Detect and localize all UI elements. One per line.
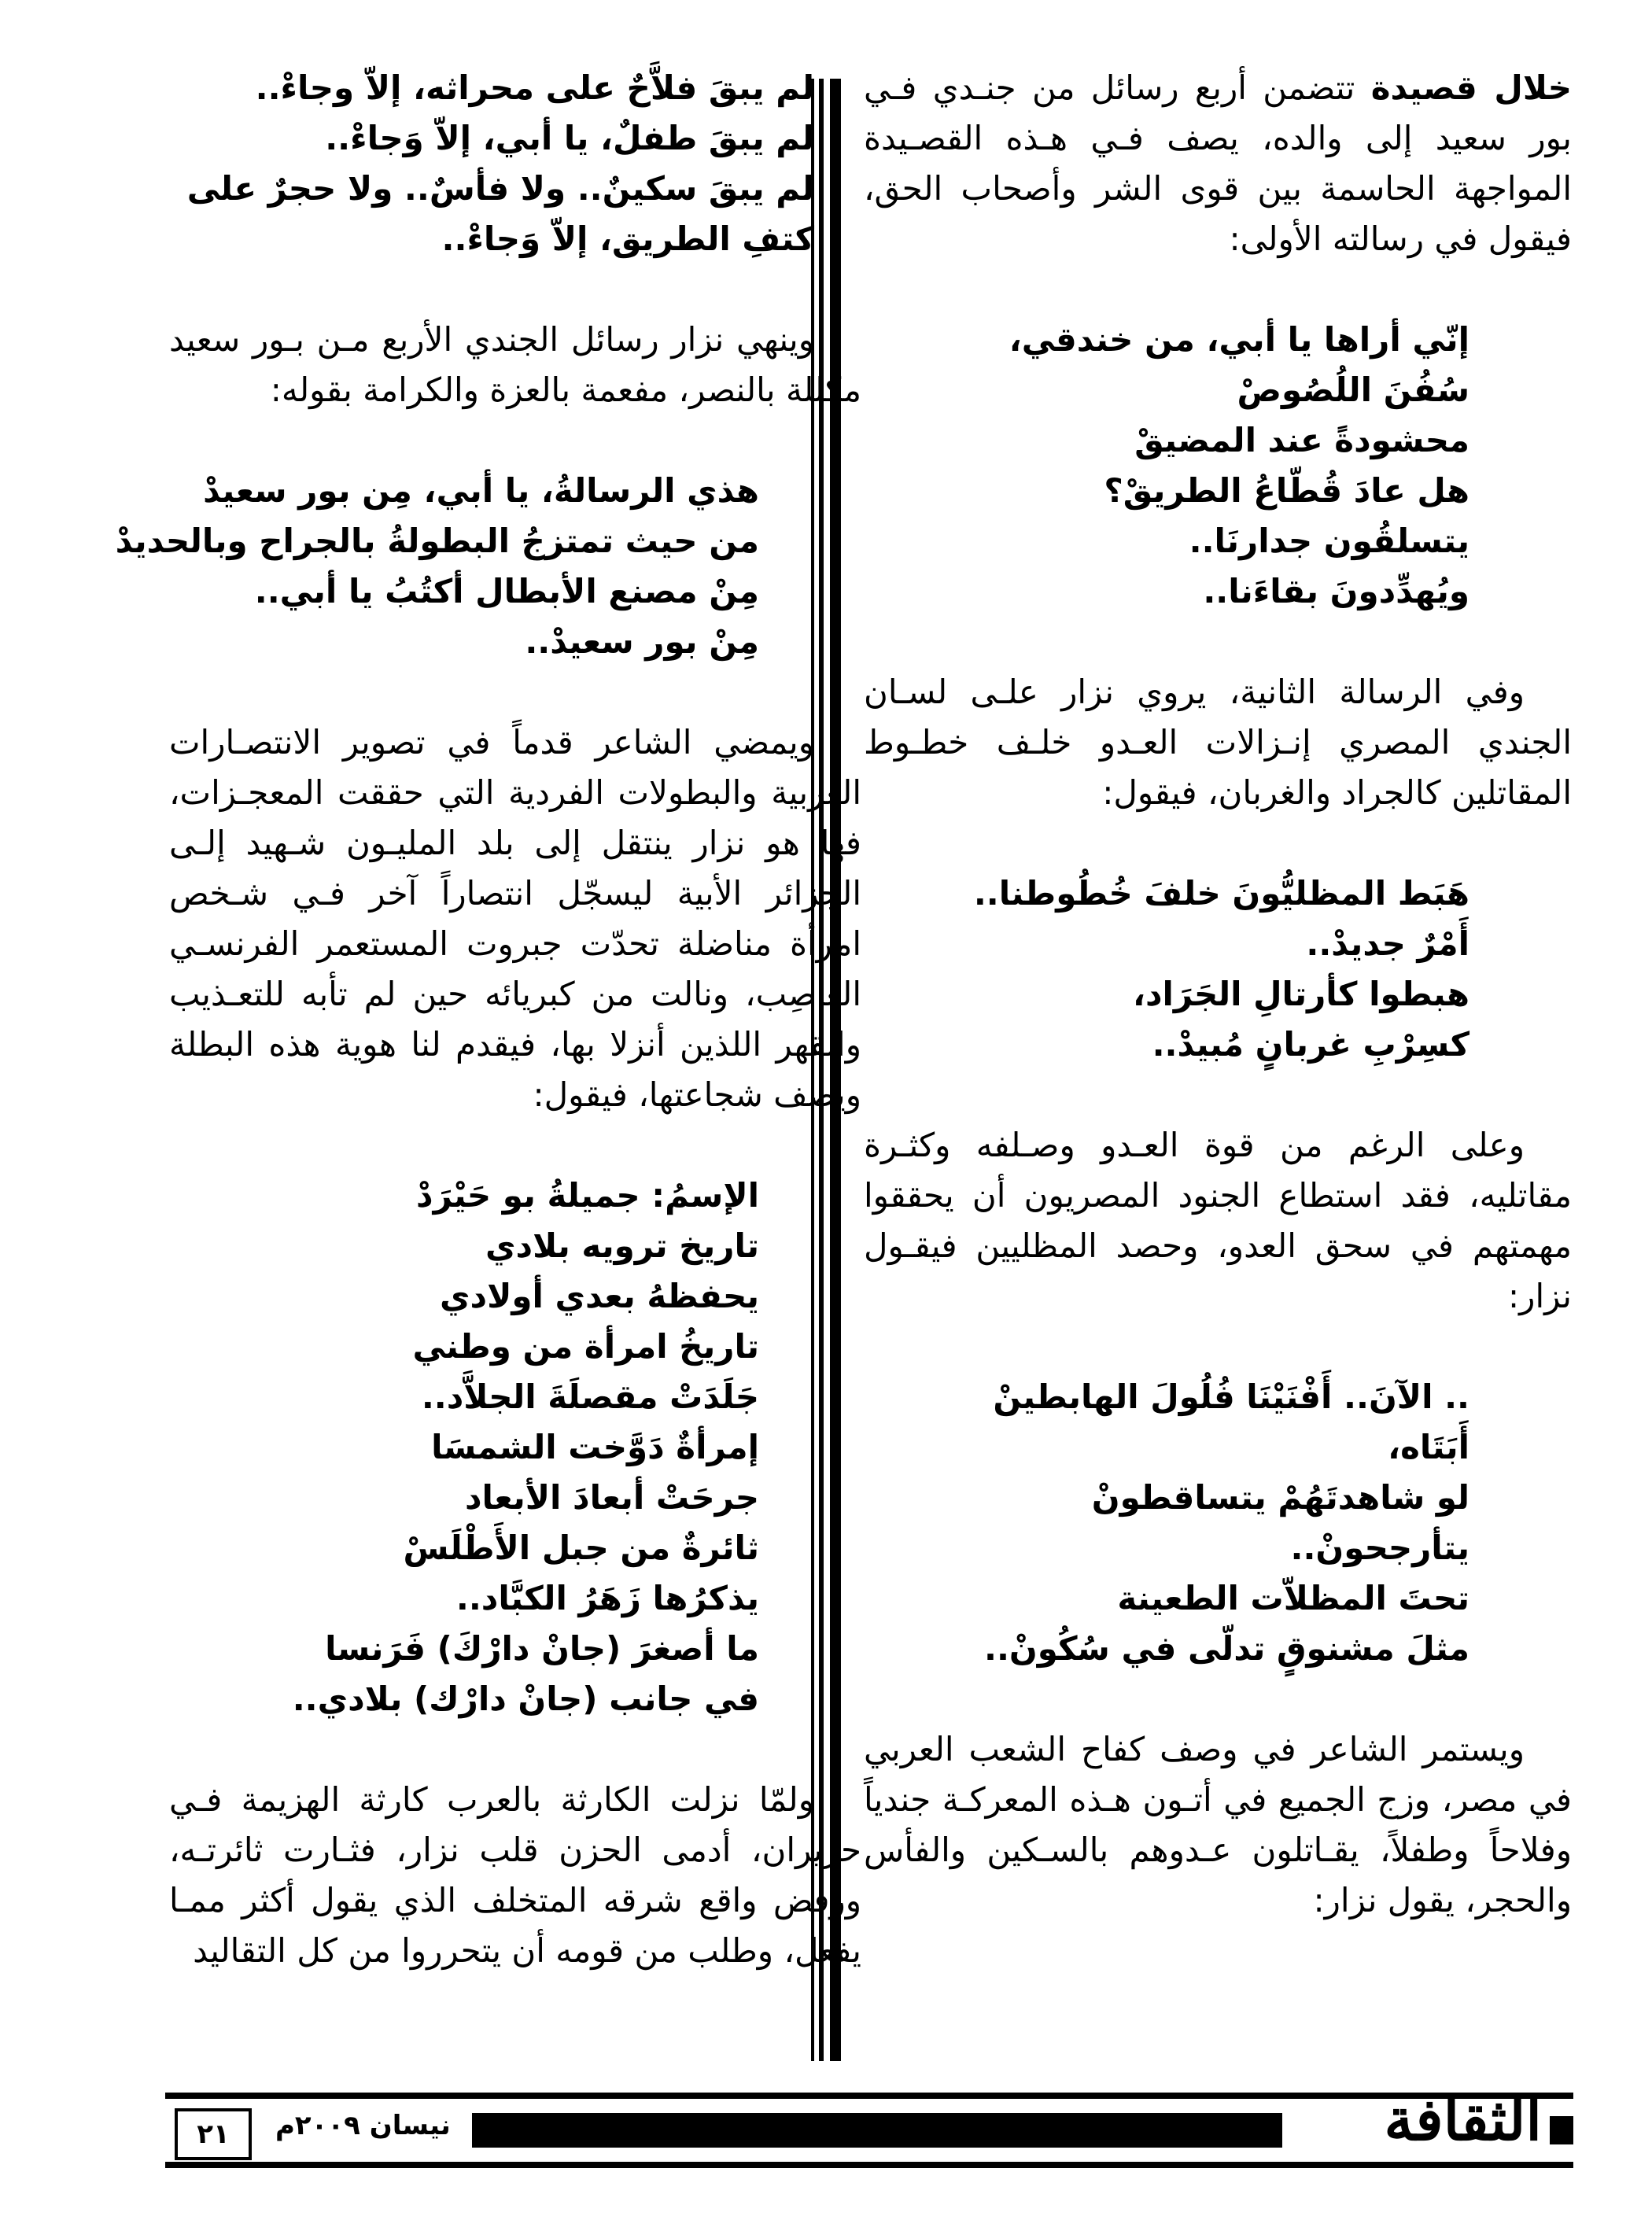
verse-line: كسِرْبِ غربانٍ مُبيدْ.. xyxy=(1152,1025,1469,1064)
verse-line: يتسلقُون جدارنَا.. xyxy=(1189,522,1469,560)
magazine-logo: الثقافة xyxy=(1384,2086,1542,2154)
verse-line: هبطوا كأرتالِ الجَرَاد، xyxy=(1133,975,1469,1013)
verse-line: الإسمُ: جميلةُ بو حَيْرَدْ xyxy=(416,1176,759,1215)
verse-line: محشودةً عند المضيقْ xyxy=(1134,421,1469,459)
verse-line: تحتَ المظلاّت الطعينة xyxy=(1117,1579,1469,1617)
verse-line: .. الآنَ.. أَفْنَيْنَا فُلُولَ الهابطينْ xyxy=(993,1377,1469,1416)
paragraph: وعلى الرغم من قوة العـدو وصـلفه وكثـرة مقاتليه، فقد استطاع الجنود المصريون أن يحققوا مهمتهم في سحق العدو، وحصد المظليين فيقـول نزار: xyxy=(864,1126,1572,1315)
verse-line: جرحَتْ أبعادَ الأبعاد xyxy=(464,1478,759,1517)
verse-line: جَلَدَتْ مقصلَةَ الجلاَّد.. xyxy=(421,1377,759,1416)
left-column xyxy=(115,63,861,1976)
verse-line: يتأرجحونْ.. xyxy=(1290,1529,1469,1567)
verse-line: إمرأةٌ دَوَّخت الشمسَا xyxy=(431,1428,759,1466)
verse-line: مثلَ مشنوقٍ تدلّى في سُكُونْ.. xyxy=(984,1629,1469,1668)
verse-line: في جانب (جانْ دارْك) بلادي.. xyxy=(292,1680,759,1718)
paragraph: ولمّا نزلت الكارثة بالعرب كارثة الهزيمة فـي حزيران، أدمى الحزن قلب نزار، فثـارت ثائرتـه، ورفض واقع شرقه المتخلف الذي يقول أكثر ممـا يفعل، وطلب من قومه أن يتحرروا من كل التقاليد xyxy=(169,1780,861,1970)
verse-block xyxy=(864,315,1572,617)
verse-line: لم يبقَ سكينٌ.. ولا فأسٌ.. ولا حجرٌ على كتفِ الطريق، إلاّ وَجاءْ.. xyxy=(186,169,814,258)
verse-block xyxy=(169,63,861,264)
logo-mark xyxy=(1550,2116,1573,2144)
verse-line: مِنْ مصنع الأبطال أكتُبُ يا أبي.. xyxy=(254,572,759,610)
page-footer xyxy=(165,2086,1573,2168)
verse-line: تاريخ ترويه بلادي xyxy=(485,1226,759,1265)
verse-line: يحفظهُ بعدي أولادي xyxy=(440,1277,759,1315)
verse-line: تاريخُ امرأة من وطني xyxy=(412,1327,759,1366)
paragraph: وفي الرسالة الثانية، يروي نزار علـى لسـان الجندي المصري إنـزالات العـدو خلـف خطـوط المقاتلين كالجراد والغربان، فيقول: xyxy=(864,673,1572,812)
verse-block xyxy=(115,466,861,667)
verse-line: من حيث تمتزجُ البطولةُ بالجراح وبالحديدْ xyxy=(115,522,759,560)
verse-line: أَبَتَاه، xyxy=(1388,1428,1469,1466)
lead-phrase: خلال قصيدة xyxy=(1370,68,1573,107)
verse-block xyxy=(169,1171,861,1724)
verse-line: هذي الرسالةُ، يا أبي، مِن بور سعيدْ xyxy=(203,471,759,510)
verse-block xyxy=(864,868,1572,1070)
verse-line: لو شاهدتَهُمْ يتساقطونْ xyxy=(1091,1478,1469,1517)
verse-line: لم يبقَ طفلٌ، يا أبي، إلاّ وَجاءْ.. xyxy=(325,119,814,157)
footer-rule xyxy=(165,2162,1573,2168)
paragraph xyxy=(864,63,1572,264)
page-number: ٢١ xyxy=(175,2108,252,2160)
verse-line: ثائرةٌ من جبل الأَطْلَسْ xyxy=(403,1529,759,1567)
verse-line: أَمْرٌ جديدْ.. xyxy=(1306,924,1469,963)
paragraph: وينهي نزار رسائل الجندي الأربع مـن بـور سعيد مكللة بالنصر، مفعمة بالعزة والكرامة بقوله: xyxy=(169,320,861,409)
verse-line: لم يبقَ فلاَّحٌ على محراثه، إلاّ وجاءْ.. xyxy=(255,68,814,107)
paragraph: ويمضي الشاعر قدماً في تصوير الانتصـارات العربية والبطولات الفردية التي حققت المعجـزات، فها هو نزار ينتقل إلى بلد المليـون شـهيد إلـى الجزائر الأبية ليسجّل انتصاراً آخر فـي شـخص امرأة مناضلة تحدّت جبروت المستعمر الفرنسـي الغاصِب، ونالت من كبريائه حين لم تأبه للتعـذيب والقهر اللذين أنزلا بها، فيقدم لنا هوية هذه البطلة ويصف شجاعتها، فيقول: xyxy=(169,723,861,1114)
verse-block xyxy=(864,1372,1572,1674)
verse-line: ويُهدِّدونَ بقاءَنا.. xyxy=(1203,572,1469,610)
footer-rule xyxy=(165,2093,1573,2099)
verse-line: سُفُنَ اللُصُوصْ xyxy=(1237,371,1469,409)
verse-line: ما أصغرَ (جانْ دارْكَ) فَرَنسا xyxy=(325,1629,759,1668)
verse-line: هل عادَ قُطّاعُ الطريقْ؟ xyxy=(1104,471,1469,510)
paragraph: ويستمر الشاعر في وصف كفاح الشعب العربي في مصر، وزج الجميع في أتـون هـذه المعركـة جندياً وفلاحاً وطفلاً، يقـاتلون عـدوهم بالسـكين والفأس والحجر، يقول نزار: xyxy=(864,1730,1572,1919)
footer-band xyxy=(472,2113,1282,2148)
verse-line: إنّي أراها يا أبي، من خندقي، xyxy=(1009,320,1469,359)
paragraph-text: تتضمن أربع رسائل من جنـدي فـي بور سعيد إلى والده، يصف فـي هـذه القصـيدة المواجهة الحاسمة بين قوى الشر وأصحاب الحق، فيقول في رسالته الأولى: xyxy=(864,68,1572,258)
verse-line: مِنْ بور سعيدْ.. xyxy=(525,622,759,661)
right-column xyxy=(864,63,1572,1926)
verse-line: هَبَط المظليُّونَ خلفَ خُطُوطنا.. xyxy=(973,874,1469,913)
verse-line: يذكرُها زَهَرُ الكبَّاد.. xyxy=(455,1579,759,1617)
issue-date: نيسان ٢٠٠٩م xyxy=(275,2110,451,2141)
